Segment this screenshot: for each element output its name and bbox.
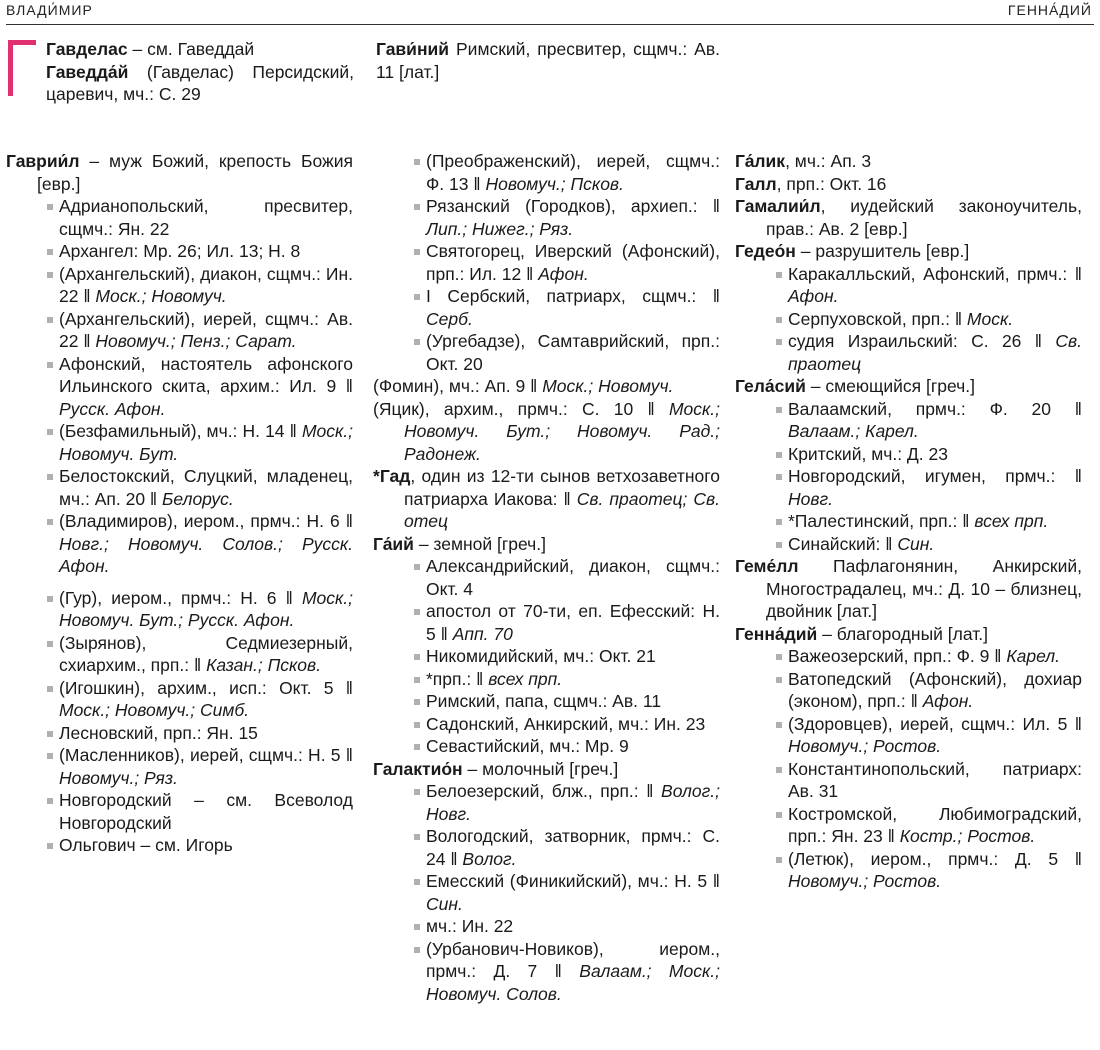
headword-entry xyxy=(735,173,1082,196)
entry-text: апостол от 70-ти, еп. Ефесский: Н. 5 ‖ xyxy=(426,601,720,644)
sub-entry xyxy=(6,789,353,834)
source-refs: Костр.; Ростов. xyxy=(899,826,1036,846)
source-refs: Афон. xyxy=(538,263,589,284)
entry-text: Валаамский, прмч.: Ф. 20 ‖ xyxy=(788,398,1082,419)
sub-entry xyxy=(6,587,353,632)
source-refs: Моск.; Новомуч. xyxy=(95,286,227,306)
entry-text: (Владимиров), иером., прмч.: Н. 6 ‖ xyxy=(59,511,353,531)
headword: Галактио́н xyxy=(373,758,463,779)
sub-entry xyxy=(735,758,1082,803)
headword-entry xyxy=(373,533,720,556)
entry-text: I Сербский, патриарх, сщмч.: ‖ xyxy=(426,286,720,306)
source-refs: всех прп. xyxy=(974,511,1049,531)
headword: Галл xyxy=(735,173,777,194)
entry-text: Ватопедский (Афонский), дохиар (эконом), прп.: ‖ xyxy=(788,668,1082,711)
sub-entry xyxy=(735,465,1082,510)
entry-text: , иудейский законоучитель, прав.: Ав. 2 [евр.] xyxy=(766,196,1082,239)
entry-text: (Зырянов), Седмиезерный, схиархим., прп.: ‖ xyxy=(59,632,353,675)
source-refs: Моск.; Новомуч. Бут. xyxy=(59,421,353,464)
sub-entry xyxy=(373,600,720,645)
sub-entry xyxy=(6,722,353,745)
running-head-left: ВЛАДИ́МИР xyxy=(6,2,93,18)
entry-text: (Урбанович-Новиков), иером., прмч.: Д. 7 ‖ xyxy=(426,938,720,981)
sub-entry xyxy=(735,533,1082,556)
entry-text: Вологодский, затворник, прмч.: С. 24 ‖ xyxy=(426,826,720,869)
entry-text: Новгородский – см. Всеволод Новгородский xyxy=(59,790,353,833)
sub-entry xyxy=(373,555,720,600)
source-refs: Казан.; Псков. xyxy=(206,655,322,675)
headword: Га́ий xyxy=(373,533,414,554)
entry-text: Севастийский, мч.: Мр. 9 xyxy=(426,736,629,756)
source-refs: Св. праотец xyxy=(788,331,1082,374)
source-refs: Новомуч.; Ростов. xyxy=(788,871,942,891)
source-refs: Син. xyxy=(426,893,463,914)
source-refs: Волог. xyxy=(462,848,517,869)
sub-entry xyxy=(373,938,720,1006)
headword-entry xyxy=(373,758,720,781)
entry-text: – смеющийся [греч.] xyxy=(805,376,975,396)
headword-entry xyxy=(6,150,353,195)
headword: Гад xyxy=(379,466,411,486)
source-refs: Валаам.; Моск.; Новомуч. Солов. xyxy=(426,961,720,1004)
sub-entry xyxy=(6,240,353,263)
entry-text: Пафлагонянин, Анкирский, Многострадалец, мч.: Д. 10 – близнец, двойник [лат.] xyxy=(766,556,1082,621)
header-rule xyxy=(6,24,1094,25)
source-refs: Валаам.; Карел. xyxy=(788,421,919,441)
entry-text: Никомидийский, мч.: Окт. 21 xyxy=(426,646,656,666)
headword: Геме́лл xyxy=(735,556,799,576)
sub-entry xyxy=(6,263,353,308)
source-refs: Белорус. xyxy=(162,488,234,509)
source-refs: Новомуч.; Псков. xyxy=(485,173,624,194)
sub-entry xyxy=(373,285,720,330)
entry-text: , прп.: Окт. 16 xyxy=(776,173,887,194)
headword: Га́лик xyxy=(735,151,786,171)
headword: Гавделас xyxy=(46,39,128,59)
headword-entry xyxy=(46,61,354,106)
headword: Генна́дий xyxy=(735,623,818,644)
sub-entry xyxy=(373,713,720,736)
entry-text: (Гур), иером., прмч.: Н. 6 ‖ xyxy=(59,587,302,608)
source-refs: Карел. xyxy=(1006,646,1061,666)
entry-text: – земной [греч.] xyxy=(413,533,547,554)
entry-text: (Яцик), архим., прмч.: С. 10 ‖ xyxy=(373,398,669,419)
sub-entry xyxy=(373,870,720,915)
source-refs: Новг. xyxy=(788,488,833,509)
headword-entry xyxy=(735,555,1082,623)
source-refs: Моск. xyxy=(966,308,1014,329)
headword-entry xyxy=(735,623,1082,646)
headword: Гави́ний xyxy=(376,39,450,59)
sub-entry xyxy=(735,443,1082,466)
sub-entry xyxy=(6,195,353,240)
source-refs: Лип.; Нижег.; Ряз. xyxy=(426,218,574,239)
sub-entry xyxy=(6,677,353,722)
source-refs: Св. праотец; Св. отец xyxy=(404,488,721,531)
entry-text: мч.: Ин. 22 xyxy=(426,916,514,936)
entry-mark: * xyxy=(373,466,380,486)
column-3 xyxy=(735,150,1082,893)
entry-text: (Архангельский), иерей, сщмч.: Ав. 22 ‖ xyxy=(59,308,353,351)
entry-text: Синайский: ‖ xyxy=(788,533,898,554)
headword-entry xyxy=(735,240,1082,263)
headword-entry xyxy=(735,375,1082,398)
entry-text: (Здоровцев), иерей, сщмч.: Ил. 5 ‖ xyxy=(788,713,1082,734)
entry-text: – см. Гаведдай xyxy=(127,39,255,59)
entry-text: (Архангельский), диакон, сщмч.: Ин. 22 ‖ xyxy=(59,263,353,306)
sub-entry xyxy=(735,848,1082,893)
entry-text: Садонский, Анкирский, мч.: Ин. 23 xyxy=(426,713,706,734)
sub-entry xyxy=(735,645,1082,668)
sub-entry xyxy=(735,510,1082,533)
sub-entry xyxy=(735,398,1082,443)
sub-entry xyxy=(6,465,353,510)
sub-entry xyxy=(735,330,1082,375)
entry-text: Каракалльский, Афонский, прмч.: ‖ xyxy=(788,263,1082,284)
entry-text: Емесский (Финикийский), мч.: Н. 5 ‖ xyxy=(426,871,720,891)
top-left-entries xyxy=(46,38,354,106)
headword-entry xyxy=(735,150,1082,173)
source-refs: всех прп. xyxy=(488,668,563,689)
sub-entry xyxy=(6,632,353,677)
sub-entry xyxy=(735,668,1082,713)
headword: Гаведда́й xyxy=(46,61,129,82)
entry-text: Святогорец, Иверский (Афонский), прп.: Ил. 12 ‖ xyxy=(426,241,720,284)
entry-text: *прп.: ‖ xyxy=(426,668,489,689)
headword-entry xyxy=(46,38,354,61)
source-refs: Новомуч.; Пенз.; Сарат. xyxy=(95,331,297,351)
sub-entry xyxy=(373,915,720,938)
sub-entry xyxy=(373,150,720,195)
column-2 xyxy=(373,150,720,1005)
entry-text: (Фомин), мч.: Ап. 9 ‖ xyxy=(373,376,543,396)
entry-text: (Гавделас) Персидский, царевич, мч.: С. 29 xyxy=(46,61,354,104)
entry-text: Ольгович – см. Игорь xyxy=(59,835,233,855)
headword-entry xyxy=(373,398,720,466)
entry-text: Константинопольский, патриарх: Ав. 31 xyxy=(788,758,1082,801)
sub-entry xyxy=(6,744,353,789)
entry-text: Новгородский, игумен, прмч.: ‖ xyxy=(788,466,1082,486)
headword-entry xyxy=(735,195,1082,240)
entry-text: – разрушитель [евр.] xyxy=(795,241,970,261)
sub-entry xyxy=(373,240,720,285)
sub-entry xyxy=(735,263,1082,308)
sub-entry xyxy=(6,510,353,578)
sub-entry xyxy=(373,645,720,668)
source-refs: Русск. Афон. xyxy=(59,398,166,419)
source-refs: Моск.; Новомуч. xyxy=(542,376,674,396)
sub-entry xyxy=(373,330,720,375)
sub-entry xyxy=(373,780,720,825)
headword-entry xyxy=(373,375,720,398)
entry-text: Александрийский, диакон, сщмч.: Окт. 4 xyxy=(426,556,720,599)
sub-entry xyxy=(735,713,1082,758)
entry-text: (Преображенский), иерей, сщмч.: Ф. 13 ‖ xyxy=(426,151,720,194)
source-refs: Афон. xyxy=(788,286,839,306)
entry-text: Римский, пресвитер, сщмч.: Ав. 11 [лат.] xyxy=(376,39,720,82)
entry-text: Критский, мч.: Д. 23 xyxy=(788,443,948,464)
entry-text: (Масленников), иерей, сщмч.: Н. 5 ‖ xyxy=(59,745,353,765)
entry-text: Важеозерский, прп.: Ф. 9 ‖ xyxy=(788,646,1007,666)
sub-entry xyxy=(373,195,720,240)
entry-text: (Безфамильный), мч.: Н. 14 ‖ xyxy=(59,421,302,441)
sub-entry xyxy=(6,420,353,465)
entry-text: – молочный [греч.] xyxy=(462,758,619,779)
source-refs: Син. xyxy=(897,533,935,554)
entry-text: – муж Божий, крепость Божия [евр.] xyxy=(37,151,353,194)
headword-entry xyxy=(376,38,720,83)
sub-entry xyxy=(6,353,353,421)
sub-entry xyxy=(6,308,353,353)
sub-entry xyxy=(373,668,720,691)
entry-text: (Летюк), иером., прмч.: Д. 5 ‖ xyxy=(788,848,1082,869)
sub-entry xyxy=(735,803,1082,848)
entry-text: Рязанский (Городков), архиеп.: ‖ xyxy=(426,196,720,216)
source-refs: Апп. 70 xyxy=(452,623,513,644)
source-refs: Новомуч.; Ряз. xyxy=(59,767,178,788)
entry-text: Белостокский, Слуцкий, младенец, мч.: Ап. 20 ‖ xyxy=(59,466,353,509)
entry-text: Серпуховской, прп.: ‖ xyxy=(788,308,967,329)
headword: Гедео́н xyxy=(735,241,796,261)
source-refs: Серб. xyxy=(426,308,473,329)
sub-entry xyxy=(373,825,720,870)
source-refs: Моск.; Новомуч. Бут.; Русск. Афон. xyxy=(59,587,353,630)
source-refs: Моск.; Новомуч.; Симб. xyxy=(59,700,250,720)
entry-text: Белоезерский, блж., прп.: ‖ xyxy=(426,781,662,801)
sub-entry xyxy=(373,690,720,713)
source-refs: Афон. xyxy=(922,691,974,711)
section-letter-mark xyxy=(8,40,36,96)
entry-text: (Ургебадзе), Самтаврийский, прп.: Окт. 20 xyxy=(426,331,720,374)
headword: Гела́сий xyxy=(735,376,806,396)
entry-text: (Игошкин), архим., исп.: Окт. 5 ‖ xyxy=(59,677,353,698)
source-refs: Волог.; Новг. xyxy=(426,781,720,824)
entry-text: Адрианопольский, пресвитер, сщмч.: Ян. 22 xyxy=(59,196,353,239)
entry-text: , мч.: Ап. 3 xyxy=(785,151,872,171)
headword: Гаврии́л xyxy=(6,151,80,171)
headword-entry xyxy=(373,465,720,533)
sub-entry xyxy=(373,735,720,758)
entry-text: Костромской, Любимоградский, прп.: Ян. 23 ‖ xyxy=(788,803,1082,846)
entry-text: судия Израильский: С. 26 ‖ xyxy=(788,331,1056,351)
running-head-right: ГЕННА́ДИЙ xyxy=(1007,2,1092,18)
entry-text: *Палестинский, прп.: ‖ xyxy=(788,511,975,531)
headword: Гамалии́л xyxy=(735,196,821,216)
sub-entry xyxy=(735,308,1082,331)
entry-text: Афонский, настоятель афонского Ильинского скита, архим.: Ил. 9 ‖ xyxy=(59,353,353,396)
column-1 xyxy=(6,150,353,857)
source-refs: Новомуч.; Ростов. xyxy=(788,736,942,756)
sub-entry xyxy=(6,834,353,857)
entry-text: , один из 12-ти сынов ветхозаветного патриарха Иакова: ‖ xyxy=(404,466,720,509)
entry-text: – благородный [лат.] xyxy=(817,623,989,644)
entry-text: Римский, папа, сщмч.: Ав. 11 xyxy=(426,691,662,711)
entry-text: Лесновский, прп.: Ян. 15 xyxy=(59,722,258,743)
source-refs: Моск.; Новомуч. Бут.; Новомуч. Рад.; Радонеж. xyxy=(404,398,720,464)
source-refs: Новг.; Новомуч. Солов.; Русск. Афон. xyxy=(59,533,353,576)
top-middle-entries xyxy=(376,38,720,83)
entry-text: Архангел: Мр. 26; Ил. 13; Н. 8 xyxy=(59,241,301,261)
